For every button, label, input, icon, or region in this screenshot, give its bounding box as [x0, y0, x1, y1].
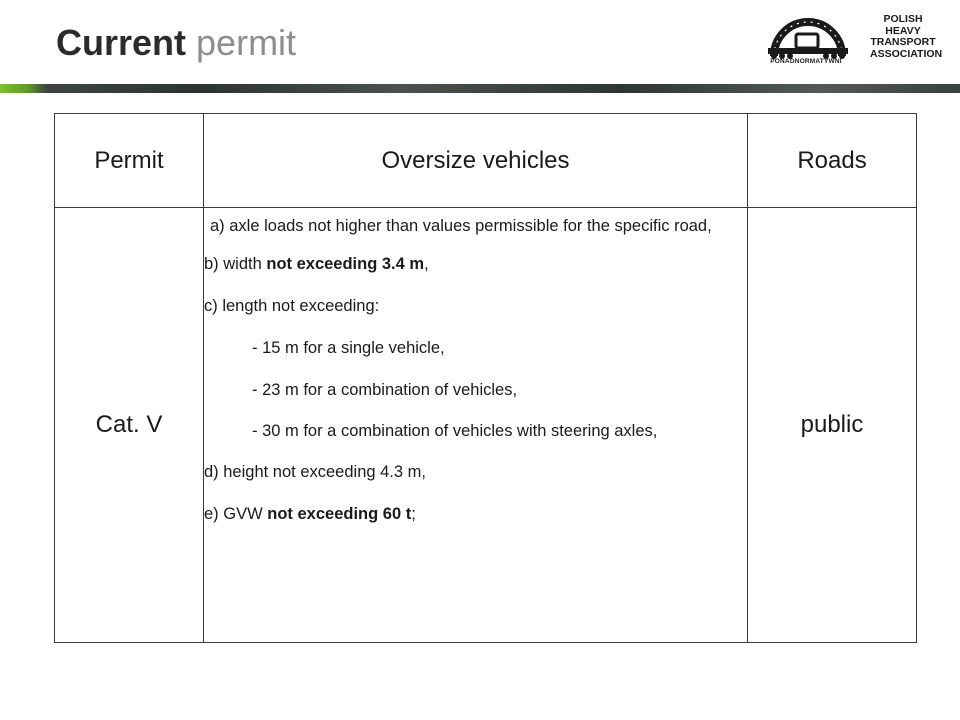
- permit-category-cell: Cat. V: [55, 208, 204, 643]
- condition-item: a) axle loads not higher than values permissible for the specific road,: [210, 217, 712, 235]
- condition-subitem: - 15 m for a single vehicle,: [252, 339, 445, 357]
- page-title-light: permit: [196, 22, 297, 63]
- truck-emblem-icon: [766, 10, 850, 60]
- logo-name: [870, 13, 943, 60]
- page-title: [56, 18, 296, 68]
- condition-subitem: - 30 m for a combination of vehicles with steering axles,: [252, 422, 658, 440]
- permit-table: [54, 113, 917, 643]
- logo-name-line: POLISH: [883, 13, 923, 25]
- condition-item: d) height not exceeding 4.3 m,: [204, 463, 426, 481]
- logo-name-line: HEAVY: [885, 24, 921, 37]
- header-permit: Permit: [55, 114, 204, 208]
- association-logo: [766, 10, 943, 76]
- logo-name-line: ASSOCIATION: [870, 47, 943, 60]
- table-header-row: [55, 114, 917, 208]
- header-divider-band: [0, 84, 960, 93]
- condition-item: e) GVW not exceeding 60 t;: [204, 505, 416, 523]
- condition-item: b) width not exceeding 3.4 m,: [204, 255, 429, 273]
- logo-caption: PONADNORMATYWNI: [770, 58, 842, 65]
- roads-cell: public: [748, 208, 917, 643]
- condition-item: c) length not exceeding:: [204, 297, 380, 315]
- logo-name-line: TRANSPORT: [870, 36, 936, 48]
- page-title-strong: Current: [56, 22, 187, 63]
- condition-subitem: - 23 m for a combination of vehicles,: [252, 381, 518, 399]
- table-row: [55, 208, 917, 643]
- header-roads: Roads: [748, 114, 917, 208]
- header-oversize-vehicles: Oversize vehicles: [204, 114, 748, 208]
- conditions-cell: [204, 208, 748, 643]
